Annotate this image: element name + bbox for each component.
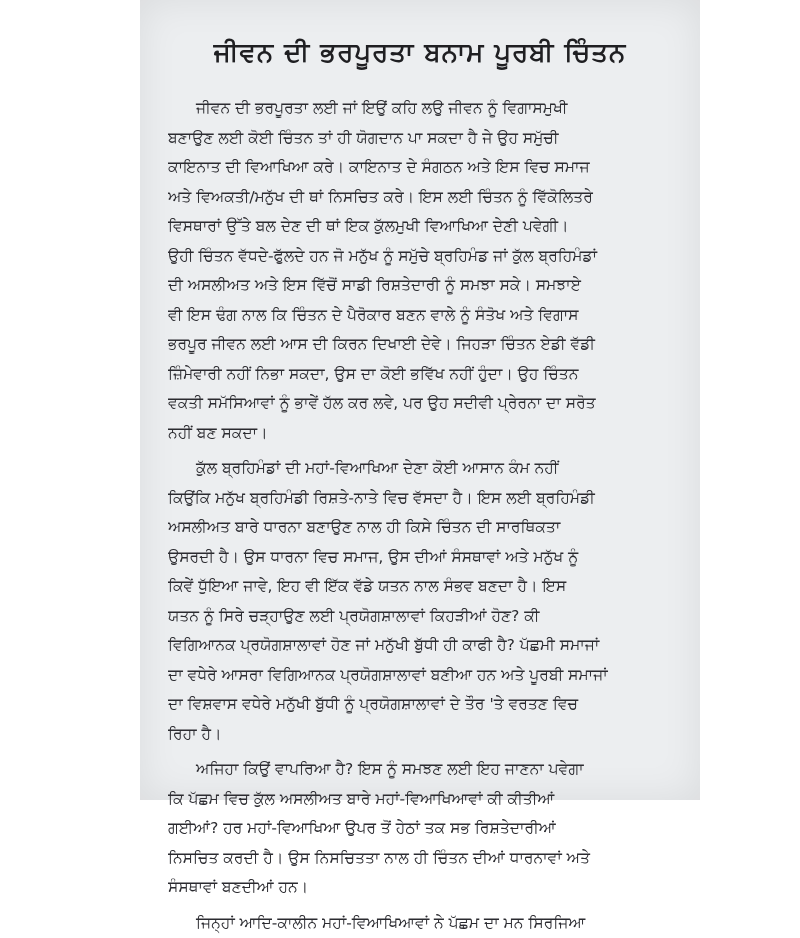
text-line: ਉਸਰਦੀ ਹੈ। ਉਸ ਧਾਰਨਾ ਵਿਚ ਸਮਾਜ, ਉਸ ਦੀਆਂ ਸੰਸਥਾਵਾਂ ਅਤੇ ਮਨੁੱਖ ਨੂੰ <box>168 543 688 573</box>
text-line: ਦਾ ਵਿਸ਼ਵਾਸ ਵਧੇਰੇ ਮਨੁੱਖੀ ਬੁੱਧੀ ਨੂੰ ਪ੍ਰਯੋਗਸ਼ਾਲਾਵਾਂ ਦੇ ਤੌਰ 'ਤੇ ਵਰਤਣ ਵਿਚ <box>168 690 688 720</box>
text-line: ਨਿਸਚਿਤ ਕਰਦੀ ਹੈ। ਉਸ ਨਿਸਚਿਤਤਾ ਨਾਲ ਹੀ ਚਿੰਤਨ ਦੀਆਂ ਧਾਰਨਾਵਾਂ ਅਤੇ <box>168 844 688 874</box>
page-title: ਜੀਵਨ ਦੀ ਭਰਪੂਰਤਾ ਬਨਾਮ ਪੂਰਬੀ ਚਿੰਤਨ <box>140 38 700 69</box>
text-line: ਬਣਾਉਣ ਲਈ ਕੋਈ ਚਿੰਤਨ ਤਾਂ ਹੀ ਯੋਗਦਾਨ ਪਾ ਸਕਦਾ ਹੈ ਜੇ ਉਹ ਸਮੁੱਚੀ <box>168 124 688 154</box>
text-line: ਸੰਸਥਾਵਾਂ ਬਣਦੀਆਂ ਹਨ। <box>168 873 688 903</box>
paragraph-4 <box>168 909 688 938</box>
text-line: ਵਿਗਿਆਨਕ ਪ੍ਰਯੋਗਸ਼ਾਲਾਵਾਂ ਹੋਣ ਜਾਂ ਮਨੁੱਖੀ ਬੁੱਧੀ ਹੀ ਕਾਫੀ ਹੈ? ਪੱਛਮੀ ਸਮਾਜਾਂ <box>168 631 688 661</box>
text-line: ਯਤਨ ਨੂੰ ਸਿਰੇ ਚੜ੍ਹਾਉਣ ਲਈ ਪ੍ਰਯੋਗਸ਼ਾਲਾਵਾਂ ਕਿਹੜੀਆਂ ਹੋਣ? ਕੀ <box>168 602 688 632</box>
text-line: ਜ਼ਿੰਮੇਵਾਰੀ ਨਹੀਂ ਨਿਭਾ ਸਕਦਾ, ਉਸ ਦਾ ਕੋਈ ਭਵਿੱਖ ਨਹੀਂ ਹੁੰਦਾ। ਉਹ ਚਿੰਤਨ <box>168 360 688 390</box>
paragraph-3 <box>168 755 688 903</box>
text-line: ਜੀਵਨ ਦੀ ਭਰਪੂਰਤਾ ਲਈ ਜਾਂ ਇਉਂ ਕਹਿ ਲਉ ਜੀਵਨ ਨੂੰ ਵਿਗਾਸਮੁਖੀ <box>168 94 688 124</box>
paragraph-2 <box>168 454 688 749</box>
text-line: ਦਾ ਵਧੇਰੇ ਆਸਰਾ ਵਿਗਿਆਨਕ ਪ੍ਰਯੋਗਸ਼ਾਲਾਵਾਂ ਬਣੀਆ ਹਨ ਅਤੇ ਪੂਰਬੀ ਸਮਾਜਾਂ <box>168 661 688 691</box>
body-text <box>168 94 688 938</box>
text-line: ਕੁੱਲ ਬ੍ਰਹਿਮੰਡਾਂ ਦੀ ਮਹਾਂ-ਵਿਆਖਿਆ ਦੇਣਾ ਕੋਈ ਆਸਾਨ ਕੰਮ ਨਹੀਂ <box>168 454 688 484</box>
text-line: ਅਤੇ ਵਿਅਕਤੀ/ਮਨੁੱਖ ਦੀ ਥਾਂ ਨਿਸਚਿਤ ਕਰੇ। ਇਸ ਲਈ ਚਿੰਤਨ ਨੂੰ ਵਿੱਕੋਲਿਤਰੇ <box>168 183 688 213</box>
text-line: ਕਿਵੇਂ ਧੁੱਇਆ ਜਾਵੇ, ਇਹ ਵੀ ਇੱਕ ਵੱਡੇ ਯਤਨ ਨਾਲ ਸੰਭਵ ਬਣਦਾ ਹੈ। ਇਸ <box>168 572 688 602</box>
paragraph-1 <box>168 94 688 448</box>
text-line: ਭਰਪੂਰ ਜੀਵਨ ਲਈ ਆਸ ਦੀ ਕਿਰਨ ਦਿਖਾਈ ਦੇਵੇ। ਜਿਹੜਾ ਚਿੰਤਨ ਏਡੀ ਵੱਡੀ <box>168 330 688 360</box>
text-line: ਰਿਹਾ ਹੈ। <box>168 720 688 750</box>
text-line: ਨਹੀਂ ਬਣ ਸਕਦਾ। <box>168 419 688 449</box>
text-line: ਅਸਲੀਅਤ ਬਾਰੇ ਧਾਰਨਾ ਬਣਾਉਣ ਨਾਲ ਹੀ ਕਿਸੇ ਚਿੰਤਨ ਦੀ ਸਾਰਥਿਕਤਾ <box>168 513 688 543</box>
text-line: ਦੀ ਅਸਲੀਅਤ ਅਤੇ ਇਸ ਵਿੱਚੋਂ ਸਾਡੀ ਰਿਸ਼ਤੇਦਾਰੀ ਨੂੰ ਸਮਝਾ ਸਕੇ। ਸਮਝਾਏ <box>168 271 688 301</box>
book-page <box>140 0 700 800</box>
text-line: ਕਾਇਨਾਤ ਦੀ ਵਿਆਖਿਆ ਕਰੇ। ਕਾਇਨਾਤ ਦੇ ਸੰਗਠਨ ਅਤੇ ਇਸ ਵਿਚ ਸਮਾਜ <box>168 153 688 183</box>
text-line: ਵੀ ਇਸ ਢੰਗ ਨਾਲ ਕਿ ਚਿੰਤਨ ਦੇ ਪੈਰੋਕਾਰ ਬਣਨ ਵਾਲੇ ਨੂੰ ਸੰਤੋਖ ਅਤੇ ਵਿਗਾਸ <box>168 301 688 331</box>
text-line: ਉਹੀ ਚਿੰਤਨ ਵੱਧਦੇ-ਫੁੱਲਦੇ ਹਨ ਜੋ ਮਨੁੱਖ ਨੂੰ ਸਮੁੱਚੇ ਬ੍ਰਹਿਮੰਡ ਜਾਂ ਕੁੱਲ ਬ੍ਰਹਿਮੰਡਾਂ <box>168 242 688 272</box>
text-line: ਜਿਨ੍ਹਾਂ ਆਦਿ-ਕਾਲੀਨ ਮਹਾਂ-ਵਿਆਖਿਆਵਾਂ ਨੇ ਪੱਛਮ ਦਾ ਮਨ ਸਿਰਜਿਆ <box>168 909 688 938</box>
text-line: ਗਈਆਂ? ਹਰ ਮਹਾਂ-ਵਿਆਖਿਆ ਉਪਰ ਤੋਂ ਹੇਠਾਂ ਤਕ ਸਭ ਰਿਸ਼ਤੇਦਾਰੀਆਂ <box>168 814 688 844</box>
text-line: ਅਜਿਹਾ ਕਿਉਂ ਵਾਪਰਿਆ ਹੈ? ਇਸ ਨੂੰ ਸਮਝਣ ਲਈ ਇਹ ਜਾਣਨਾ ਪਵੇਗਾ <box>168 755 688 785</box>
text-line: ਵਿਸਥਾਰਾਂ ਉੱਤੇ ਬਲ ਦੇਣ ਦੀ ਥਾਂ ਇਕ ਕੁੱਲਮੁਖੀ ਵਿਆਖਿਆ ਦੇਣੀ ਪਵੇਗੀ। <box>168 212 688 242</box>
text-line: ਕਿਉਂਕਿ ਮਨੁੱਖ ਬ੍ਰਹਿਮੰਡੀ ਰਿਸ਼ਤੇ-ਨਾਤੇ ਵਿਚ ਵੱਸਦਾ ਹੈ। ਇਸ ਲਈ ਬ੍ਰਹਿਮੰਡੀ <box>168 484 688 514</box>
text-line: ਕਿ ਪੱਛਮ ਵਿਚ ਕੁੱਲ ਅਸਲੀਅਤ ਬਾਰੇ ਮਹਾਂ-ਵਿਆਖਿਆਵਾਂ ਕੀ ਕੀਤੀਆਂ <box>168 785 688 815</box>
text-line: ਵਕਤੀ ਸਮੱਸਿਆਵਾਂ ਨੂੰ ਭਾਵੇਂ ਹੱਲ ਕਰ ਲਵੇ, ਪਰ ਉਹ ਸਦੀਵੀ ਪ੍ਰੇਰਨਾ ਦਾ ਸਰੋਤ <box>168 389 688 419</box>
